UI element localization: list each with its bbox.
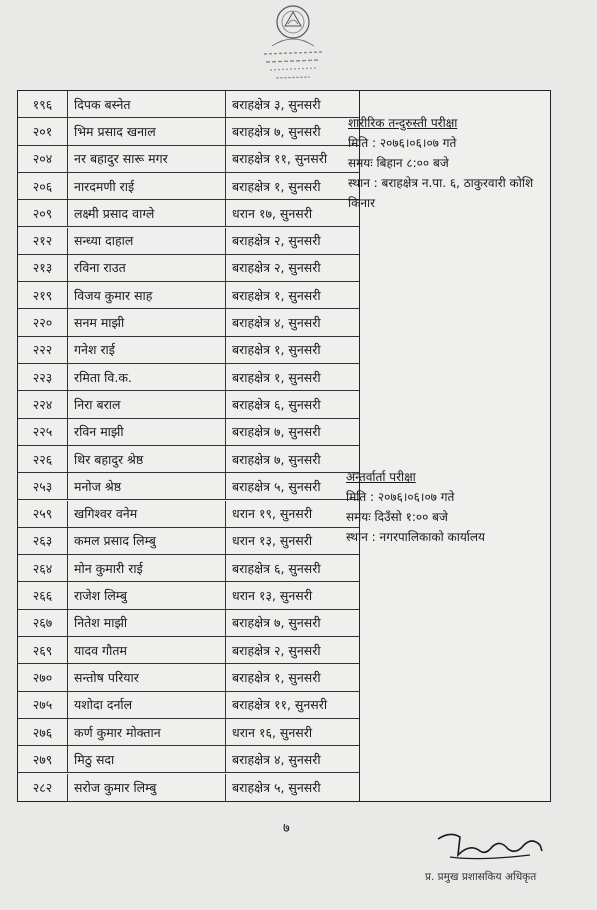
table-row — [18, 200, 359, 227]
candidate-name: दिपक बस्नेत — [68, 91, 226, 117]
candidate-name: सन्ध्या दाहाल — [68, 228, 226, 254]
candidate-name: नितेश माझी — [68, 610, 226, 636]
table-row — [18, 309, 359, 336]
table-row — [18, 173, 359, 200]
candidate-name: निरा बराल — [68, 391, 226, 417]
candidate-name: गनेश राई — [68, 337, 226, 363]
roll-number: २८२ — [18, 774, 68, 801]
candidate-name: यशोदा दर्नाल — [68, 692, 226, 718]
candidate-address: बराहक्षेत्र ५, सुनसरी — [232, 779, 321, 795]
page-number: ७ — [283, 821, 290, 836]
candidate-address: बराहक्षेत्र ७, सुनसरी — [232, 615, 321, 631]
candidate-name: रविन माझी — [68, 419, 226, 445]
roll-number: २०१ — [18, 118, 68, 144]
candidate-name: कर्ण कुमार मोक्तान — [68, 719, 226, 745]
candidate-name: थिर बहादुर श्रेष्ठ — [68, 446, 226, 472]
table-row — [18, 746, 359, 773]
table-row — [18, 692, 359, 719]
table-row — [18, 91, 359, 118]
candidate-address: धरान १३, सुनसरी — [232, 588, 313, 604]
roll-number: २२० — [18, 309, 68, 335]
table-row — [18, 501, 359, 528]
roll-number: २०६ — [18, 173, 68, 199]
physical-exam-date: मिति : २०७६।०६।०७ गते — [348, 136, 457, 150]
interview-note — [346, 467, 542, 547]
physical-exam-heading: शारीरिक तन्दुरुस्ती परीक्षा — [348, 116, 458, 130]
roll-number: २२४ — [18, 391, 68, 417]
interview-time: समयः दिउँसो १:०० बजे — [346, 510, 448, 524]
roll-number: २५९ — [18, 501, 68, 527]
candidate-address: बराहक्षेत्र ७, सुनसरी — [232, 451, 321, 467]
candidate-address: बराहक्षेत्र १, सुनसरी — [232, 369, 321, 385]
candidate-address: बराहक्षेत्र १, सुनसरी — [232, 287, 321, 303]
candidate-address: बराहक्षेत्र ११, सुनसरी — [232, 151, 328, 167]
candidate-name: मोन कुमारी राई — [68, 555, 226, 581]
table-row — [18, 664, 359, 691]
table-row — [18, 555, 359, 582]
candidate-address: बराहक्षेत्र १, सुनसरी — [232, 178, 321, 194]
roll-number: २७९ — [18, 746, 68, 772]
roll-number: २०४ — [18, 146, 68, 172]
interview-place: स्थान : नगरपालिकाको कार्यालय — [346, 530, 485, 544]
roll-number: २५३ — [18, 473, 68, 499]
candidate-address: बराहक्षेत्र ६, सुनसरी — [232, 396, 321, 412]
table-row — [18, 391, 359, 418]
table-row — [18, 446, 359, 473]
candidate-address: बराहक्षेत्र ५, सुनसरी — [232, 478, 321, 494]
physical-exam-note — [348, 113, 538, 213]
roll-number: २७५ — [18, 692, 68, 718]
candidate-name: खगिश्वर वनेम — [68, 501, 226, 527]
candidate-address: बराहक्षेत्र ४, सुनसरी — [232, 315, 321, 331]
roll-number: २६४ — [18, 555, 68, 581]
table-row — [18, 282, 359, 309]
candidate-name: सरोज कुमार लिम्बु — [68, 774, 226, 801]
candidate-name: कमल प्रसाद लिम्बु — [68, 528, 226, 554]
table-row — [18, 118, 359, 145]
candidate-address: बराहक्षेत्र ४, सुनसरी — [232, 751, 321, 767]
candidate-name: मिठु सदा — [68, 746, 226, 772]
candidate-address: धरान १३, सुनसरी — [232, 533, 313, 549]
table-row — [18, 255, 359, 282]
officer-signature — [430, 825, 550, 865]
table-row — [18, 582, 359, 609]
candidate-address: बराहक्षेत्र २, सुनसरी — [232, 260, 321, 276]
roll-number: २६६ — [18, 582, 68, 608]
roll-number: २१२ — [18, 228, 68, 254]
roll-number: १९६ — [18, 91, 68, 117]
candidate-address: बराहक्षेत्र २, सुनसरी — [232, 233, 321, 249]
roll-number: २०९ — [18, 200, 68, 226]
candidate-name: राजेश लिम्बु — [68, 582, 226, 608]
roll-number: २६७ — [18, 610, 68, 636]
candidate-name: भिम प्रसाद खनाल — [68, 118, 226, 144]
roll-number: २१३ — [18, 255, 68, 281]
roll-number: २२६ — [18, 446, 68, 472]
candidate-address: धरान १९, सुनसरी — [232, 506, 313, 522]
table-row — [18, 337, 359, 364]
roll-number: २२५ — [18, 419, 68, 445]
candidate-address: बराहक्षेत्र ३, सुनसरी — [232, 96, 321, 112]
table-row — [18, 637, 359, 664]
candidate-name: नर बहादुर सारू मगर — [68, 146, 226, 172]
table-row — [18, 719, 359, 746]
candidate-address: बराहक्षेत्र ११, सुनसरी — [232, 697, 328, 713]
municipality-seal — [252, 2, 334, 82]
candidate-address: बराहक्षेत्र ७, सुनसरी — [232, 123, 321, 139]
candidate-name: रमिता वि.क. — [68, 364, 226, 390]
candidate-name: सनम माझी — [68, 309, 226, 335]
physical-exam-place: स्थान : बराहक्षेत्र न.पा. ६, ठाकुरवारी कोशि किनार — [348, 176, 534, 210]
roll-number: २१९ — [18, 282, 68, 308]
roll-number: २७० — [18, 664, 68, 690]
roll-number: २२२ — [18, 337, 68, 363]
officer-title: प्र. प्रमुख प्रशासकिय अधिकृत — [425, 871, 537, 883]
candidate-address: बराहक्षेत्र १, सुनसरी — [232, 342, 321, 358]
candidate-address: बराहक्षेत्र ६, सुनसरी — [232, 560, 321, 576]
candidate-name: मनोज श्रेष्ठ — [68, 473, 226, 499]
roll-number: २६३ — [18, 528, 68, 554]
candidate-address: धरान १६, सुनसरी — [232, 724, 313, 740]
candidate-name: यादव गौतम — [68, 637, 226, 663]
candidate-name: रविना राउत — [68, 255, 226, 281]
roll-number: २७६ — [18, 719, 68, 745]
roll-number: २२३ — [18, 364, 68, 390]
candidate-name: लक्ष्मी प्रसाद वाग्ले — [68, 200, 226, 226]
table-row — [18, 610, 359, 637]
table-row — [18, 228, 359, 255]
roll-number: २६९ — [18, 637, 68, 663]
candidate-name: नारदमणी राई — [68, 173, 226, 199]
candidate-address: बराहक्षेत्र २, सुनसरी — [232, 642, 321, 658]
physical-exam-time: समयः बिहान ८:०० बजे — [348, 156, 449, 170]
candidate-address: धरान १७, सुनसरी — [232, 205, 313, 221]
table-row — [18, 473, 359, 500]
table-row — [18, 419, 359, 446]
table-row — [18, 774, 359, 801]
table-row — [18, 146, 359, 173]
candidate-address: बराहक्षेत्र १, सुनसरी — [232, 669, 321, 685]
interview-date: मिति : २०७६।०६।०७ गते — [346, 490, 455, 504]
candidate-name: विजय कुमार साह — [68, 282, 226, 308]
interview-heading: अन्तर्वार्ता परीक्षा — [346, 470, 416, 484]
candidate-name: सन्तोष परियार — [68, 664, 226, 690]
candidate-address: बराहक्षेत्र ७, सुनसरी — [232, 424, 321, 440]
table-row — [18, 528, 359, 555]
table-row — [18, 364, 359, 391]
